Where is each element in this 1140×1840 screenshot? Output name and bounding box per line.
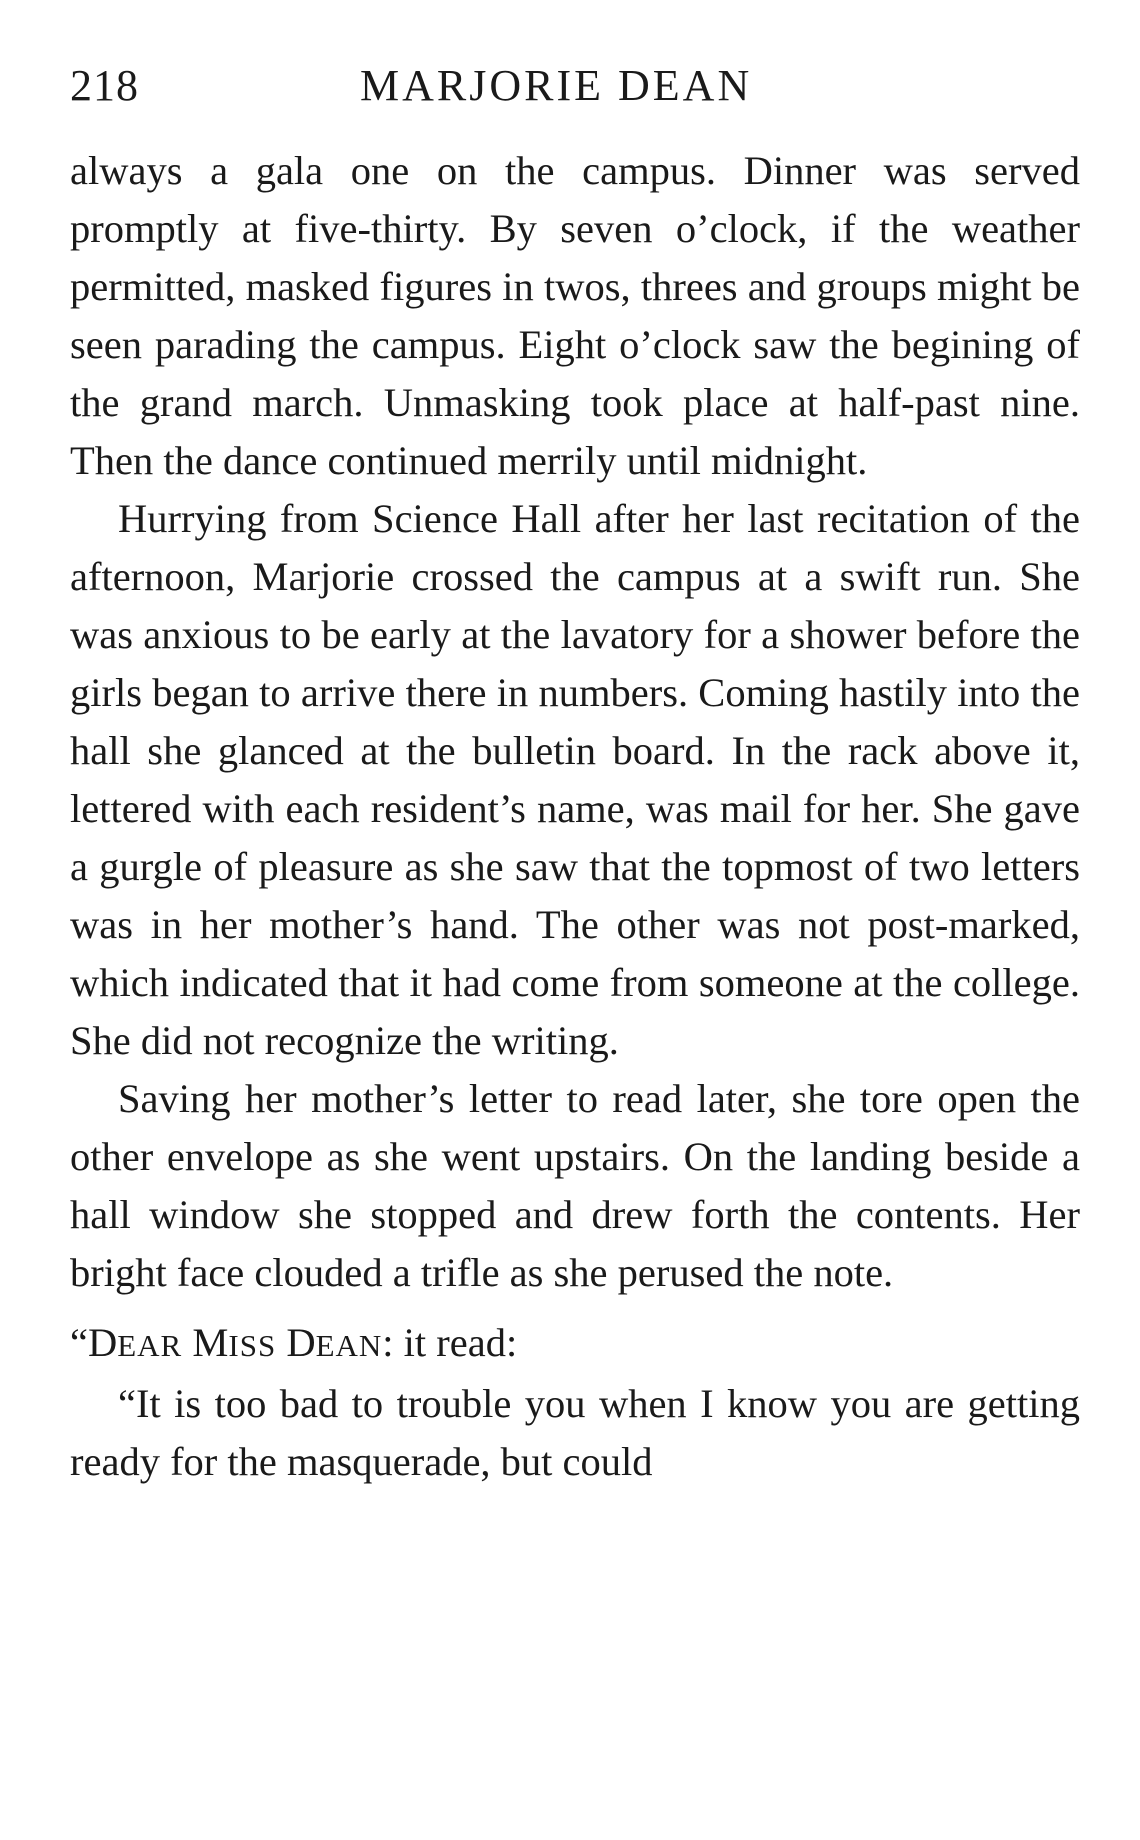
book-page (70, 60, 1080, 1491)
paragraph-continuation: always a gala one on the campus. Dinner was served promptly at five-thirty. By seven o’clock, if the weather permitted, masked figures in twos, threes and groups might be seen parading the campus. Eight o’clock saw the begining of the grand march. Unmasking took place at half-past nine. Then the dance continued merrily until midnight. (70, 148, 1080, 483)
body-text (70, 142, 1080, 1491)
paragraph-saving: Saving her mother’s letter to read later, she tore open the other envelope as she went upstairs. On the landing beside a hall window she stopped and drew forth the contents. Her bright face clouded a trifle as she perused the note. (70, 1076, 1080, 1295)
salutation-miss-rest: ISS (228, 1328, 277, 1363)
letter-salutation (70, 1314, 1080, 1375)
letter-paragraph: “It is too bad to trouble you when I know you are getting ready for the masquerade, but could (70, 1381, 1080, 1484)
salutation-suffix: : it read: (382, 1320, 518, 1365)
page-number: 218 (70, 61, 139, 110)
book-title: MARJORIE DEAN (360, 61, 753, 110)
running-head (70, 60, 1080, 130)
salutation-dean-initial: D (286, 1320, 316, 1365)
salutation-dear-initial: D (87, 1320, 118, 1365)
paragraph-hurrying: Hurrying from Science Hall after her last recitation of the afternoon, Marjorie crossed the campus at a swift run. She was anxious to be early at the lavatory for a shower before the girls began to arrive there in numbers. Coming hastily into the hall she glanced at the bulletin board. In the rack above it, lettered with each resident’s name, was mail for her. She gave a gurgle of pleasure as she saw that the topmost of two letters was in her mother’s hand. The other was not post-marked, which indicated that it had come from someone at the college. She did not recognize the writing. (70, 496, 1080, 1063)
salutation-dear-rest: EAR (117, 1328, 183, 1363)
salutation-dean-rest: EAN (315, 1328, 383, 1363)
salutation-open-quote: “ (70, 1320, 88, 1365)
salutation-miss-initial: M (192, 1320, 229, 1365)
